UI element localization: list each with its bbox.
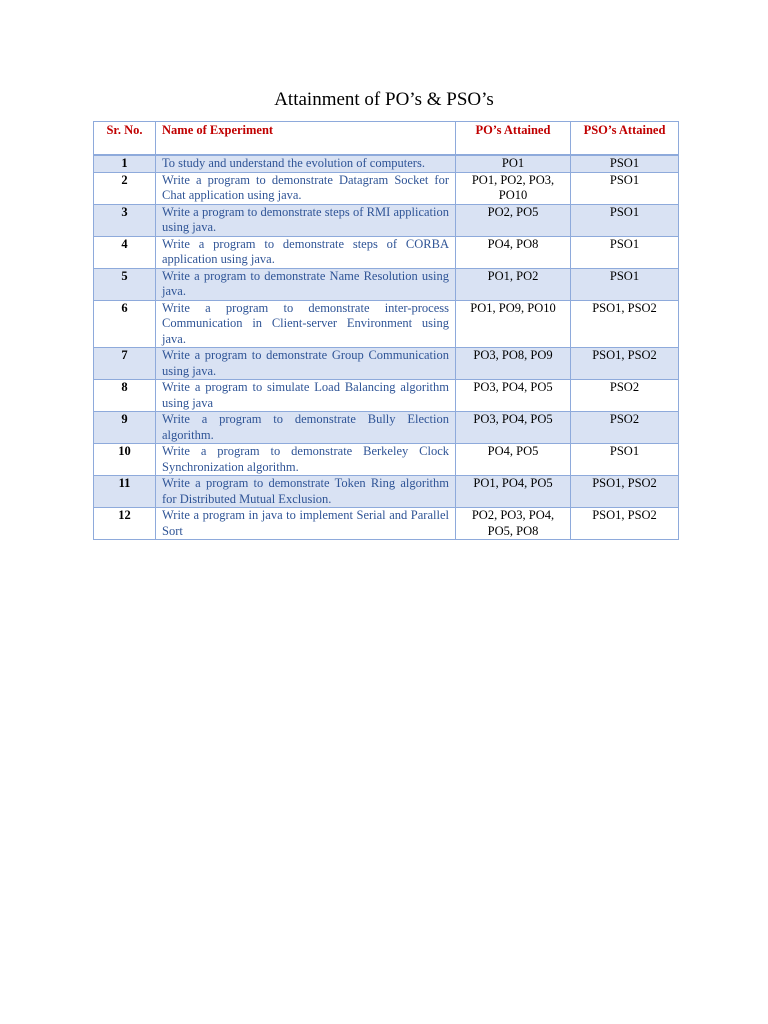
- table-row: [94, 172, 679, 204]
- cell-psos-attained: PSO1, PSO2: [571, 348, 679, 380]
- header-sr-no: Sr. No.: [94, 122, 156, 156]
- table-row: [94, 508, 679, 540]
- cell-sr-no: 3: [94, 204, 156, 236]
- cell-experiment-name: Write a program to demonstrate Group Communication using java.: [156, 348, 456, 380]
- cell-pos-attained: PO1, PO4, PO5: [456, 476, 571, 508]
- cell-sr-no: 8: [94, 380, 156, 412]
- table-row: [94, 444, 679, 476]
- table-row: [94, 268, 679, 300]
- cell-psos-attained: PSO1: [571, 172, 679, 204]
- cell-pos-attained: PO4, PO5: [456, 444, 571, 476]
- cell-pos-attained: PO2, PO5: [456, 204, 571, 236]
- table-row: [94, 476, 679, 508]
- cell-psos-attained: PSO1: [571, 268, 679, 300]
- header-psos-attained: PSO’s Attained: [571, 122, 679, 156]
- cell-experiment-name: Write a program to simulate Load Balancing algorithm using java: [156, 380, 456, 412]
- page-title: Attainment of PO’s & PSO’s: [274, 89, 494, 110]
- attainment-table: [93, 121, 679, 540]
- cell-pos-attained: PO1: [456, 155, 571, 172]
- cell-sr-no: 12: [94, 508, 156, 540]
- cell-experiment-name: Write a program to demonstrate Berkeley Clock Synchronization algorithm.: [156, 444, 456, 476]
- cell-psos-attained: PSO1, PSO2: [571, 508, 679, 540]
- cell-pos-attained: PO3, PO4, PO5: [456, 380, 571, 412]
- cell-psos-attained: PSO1: [571, 236, 679, 268]
- cell-psos-attained: PSO2: [571, 412, 679, 444]
- table-row: [94, 204, 679, 236]
- table-row: [94, 412, 679, 444]
- cell-sr-no: 6: [94, 300, 156, 348]
- cell-sr-no: 4: [94, 236, 156, 268]
- cell-psos-attained: PSO1, PSO2: [571, 300, 679, 348]
- cell-pos-attained: PO4, PO8: [456, 236, 571, 268]
- cell-pos-attained: PO3, PO4, PO5: [456, 412, 571, 444]
- table-row: [94, 300, 679, 348]
- table-row: [94, 155, 679, 172]
- cell-sr-no: 2: [94, 172, 156, 204]
- cell-sr-no: 9: [94, 412, 156, 444]
- cell-sr-no: 5: [94, 268, 156, 300]
- cell-sr-no: 11: [94, 476, 156, 508]
- cell-experiment-name: Write a program to demonstrate Datagram Socket for Chat application using java.: [156, 172, 456, 204]
- table-row: [94, 348, 679, 380]
- cell-psos-attained: PSO1, PSO2: [571, 476, 679, 508]
- cell-pos-attained: PO1, PO9, PO10: [456, 300, 571, 348]
- cell-experiment-name: Write a program to demonstrate steps of CORBA application using java.: [156, 236, 456, 268]
- cell-psos-attained: PSO1: [571, 155, 679, 172]
- cell-experiment-name: Write a program to demonstrate Token Ring algorithm for Distributed Mutual Exclusion.: [156, 476, 456, 508]
- cell-psos-attained: PSO1: [571, 204, 679, 236]
- cell-experiment-name: Write a program to demonstrate Name Resolution using java.: [156, 268, 456, 300]
- cell-sr-no: 10: [94, 444, 156, 476]
- cell-pos-attained: PO1, PO2, PO3, PO10: [456, 172, 571, 204]
- cell-sr-no: 7: [94, 348, 156, 380]
- table-row: [94, 236, 679, 268]
- cell-pos-attained: PO2, PO3, PO4, PO5, PO8: [456, 508, 571, 540]
- cell-experiment-name: To study and understand the evolution of computers.: [156, 155, 456, 172]
- cell-experiment-name: Write a program to demonstrate steps of RMI application using java.: [156, 204, 456, 236]
- cell-pos-attained: PO3, PO8, PO9: [456, 348, 571, 380]
- cell-experiment-name: Write a program in java to implement Serial and Parallel Sort: [156, 508, 456, 540]
- cell-psos-attained: PSO2: [571, 380, 679, 412]
- cell-pos-attained: PO1, PO2: [456, 268, 571, 300]
- header-name-of-experiment: Name of Experiment: [156, 122, 456, 156]
- cell-experiment-name: Write a program to demonstrate inter-process Communication in Client-server Environment using java.: [156, 300, 456, 348]
- cell-experiment-name: Write a program to demonstrate Bully Election algorithm.: [156, 412, 456, 444]
- table-header-row: [94, 122, 679, 156]
- cell-sr-no: 1: [94, 155, 156, 172]
- cell-psos-attained: PSO1: [571, 444, 679, 476]
- table-row: [94, 380, 679, 412]
- header-pos-attained: PO’s Attained: [456, 122, 571, 156]
